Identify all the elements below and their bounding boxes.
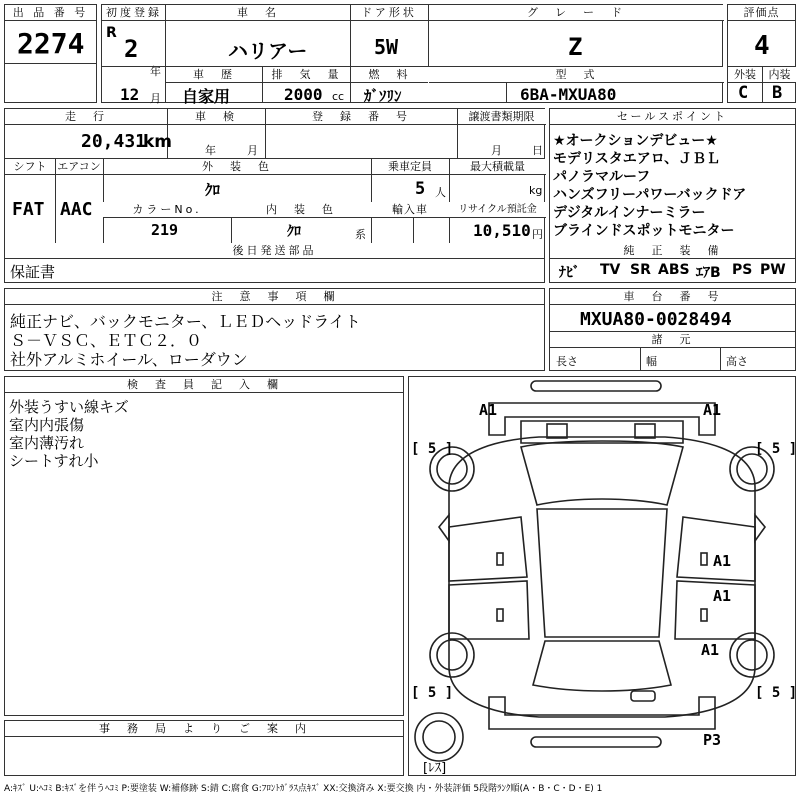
interior-color-unit: 系 — [355, 228, 366, 241]
body-color: ｸﾛ — [205, 181, 221, 199]
chassis-number: MXUA80-0028494 — [580, 309, 732, 330]
score: 4 — [754, 31, 770, 61]
equipment-abs: ABS — [658, 262, 690, 278]
width-label: 幅 — [646, 355, 657, 368]
length-label: 長さ — [556, 355, 578, 368]
reg-number-label: 登 録 番 号 — [265, 109, 457, 125]
mileage-unit: km — [143, 132, 173, 152]
mark-spare: [ﾚｽ] — [423, 761, 447, 776]
color-label: 外 装 色 — [103, 159, 371, 175]
load-label: 最大積載量 — [449, 159, 546, 175]
fuel: ｶﾞｿﾘﾝ — [364, 87, 402, 105]
insp-month-unit: 月 — [247, 144, 258, 157]
details-box — [4, 108, 545, 283]
later-parts: 保証書 — [10, 263, 56, 281]
vehicle-info-box — [101, 4, 723, 106]
recycle-label: リサイクル預託金 — [449, 202, 546, 218]
history: 自家用 — [182, 87, 231, 106]
inspector-box — [4, 376, 404, 716]
import-label: 輸入車 — [371, 202, 449, 218]
inspector-line: 外装うすい線キズ — [9, 398, 129, 416]
displacement-label: 排 気 量 — [263, 67, 350, 83]
notes-box — [4, 288, 545, 371]
car-name-label: 車 名 — [166, 5, 350, 21]
aircon: AAC — [60, 199, 93, 220]
model: 6BA-MXUA80 — [520, 85, 617, 104]
inspector-line: 室内内張傷 — [9, 416, 85, 434]
sales-point-item: パノラマルーフ — [553, 169, 651, 185]
mark-a1-right-door2: A1 — [713, 587, 732, 605]
sales-point-item: モデリスタエアロ、ＪＢＬ — [553, 151, 721, 167]
year-unit: 年 — [150, 65, 161, 78]
height-label: 高さ — [726, 355, 748, 368]
later-parts-label: 後日発送部品 — [5, 243, 544, 259]
specs-label: 諸 元 — [550, 332, 795, 348]
mark-a1-right-rear: A1 — [701, 641, 720, 659]
inspection-label: 車 検 — [167, 109, 265, 125]
score-box — [727, 4, 796, 103]
mileage: 20,431 — [81, 131, 147, 152]
equipment-ps: PS — [732, 262, 753, 278]
door-type: 5W — [374, 35, 399, 59]
mark-tire-fr: [ 5 ] — [755, 441, 798, 457]
exterior-grade: C — [738, 83, 749, 103]
capacity: 5 — [415, 179, 426, 199]
sales-point-item: ブラインドスポットモニター — [553, 223, 735, 239]
first-reg-label: 初度登録 — [102, 5, 166, 21]
lot-number-label: 出 品 番 号 — [5, 5, 96, 21]
sales-point-item: デジタルインナーミラー — [553, 205, 706, 221]
interior-color-label: 内 装 色 — [231, 202, 371, 218]
capacity-unit: 人 — [435, 186, 446, 199]
notes-line: Ｓ－ＶＳＣ、ＥＴＣ２．０ — [10, 331, 203, 350]
grade: Z — [568, 33, 583, 61]
transfer-month-unit: 月 — [491, 144, 502, 157]
car-diagram — [408, 376, 796, 776]
load-unit: kg — [529, 184, 543, 197]
office-box — [4, 720, 404, 776]
transfer-day-unit: 日 — [532, 144, 543, 157]
shift: FAT — [12, 199, 45, 220]
score-label: 評価点 — [728, 5, 795, 21]
shift-label: シフト — [5, 159, 55, 175]
displacement: 2000 — [284, 85, 323, 104]
mark-tire-rr: [ 5 ] — [755, 685, 798, 701]
mark-a1-right-door1: A1 — [713, 552, 732, 570]
equipment-pw: PW — [760, 262, 786, 278]
fuel-label: 燃 料 — [351, 67, 428, 83]
color-no: 219 — [151, 221, 179, 239]
office-label: 事 務 局 よ り ご 案 内 — [5, 721, 403, 737]
sales-points-label: セールスポイント — [550, 109, 795, 125]
inspector-label: 検 査 員 記 入 欄 — [5, 377, 403, 393]
interior-color: ｸﾛ — [287, 224, 301, 240]
notes-line: 純正ナビ、バックモニター、ＬＥＤヘッドライト — [10, 312, 361, 331]
equipment-navi: ﾅﾋﾞ — [559, 265, 580, 281]
sales-point-item: ★オークションデビュー★ — [553, 133, 718, 149]
lot-number-box — [4, 4, 97, 103]
exterior-label: 外装 — [728, 67, 762, 83]
reg-year: 2 — [124, 35, 139, 63]
history-label: 車 歴 — [166, 67, 262, 83]
sales-point-item: ハンズフリーパワーバックドア — [553, 187, 747, 203]
inspector-line: シートすれ小 — [9, 452, 99, 470]
interior-label: 内装 — [763, 67, 796, 83]
transfer-label: 譲渡書類期限 — [457, 109, 546, 125]
equipment-airbag: ｴｱB — [696, 265, 721, 281]
mileage-label: 走 行 — [5, 109, 167, 125]
equipment-tv: TV — [600, 262, 621, 278]
notes-label: 注 意 事 項 欄 — [5, 289, 544, 305]
chassis-label: 車 台 番 号 — [550, 289, 795, 305]
model-label: 型 式 — [429, 67, 724, 83]
month-unit: 月 — [150, 92, 161, 105]
era-mark: R — [106, 25, 117, 41]
interior-grade: B — [772, 83, 783, 103]
reg-month: 12 — [120, 85, 140, 104]
lot-number: 2274 — [17, 27, 85, 60]
capacity-label: 乗車定員 — [371, 159, 449, 175]
recycle-unit: 円 — [532, 228, 543, 241]
mark-tire-fl: [ 5 ] — [411, 441, 454, 457]
equipment-sr: SR — [630, 262, 651, 278]
mark-p3: P3 — [703, 731, 722, 749]
equipment-label: 純 正 装 備 — [550, 243, 795, 259]
car-name: ハリアー — [228, 39, 308, 63]
displacement-unit: cc — [332, 90, 345, 103]
inspector-line: 室内薄汚れ — [9, 434, 85, 452]
sales-points-box — [549, 108, 796, 283]
insp-year-unit: 年 — [205, 144, 216, 157]
mark-a1-front-right: A1 — [703, 401, 722, 419]
aircon-label: エアコン — [55, 159, 103, 175]
legend: A:ｷｽﾞ U:ﾍｺﾐ B:ｷｽﾞを伴うﾍｺﾐ P:要塗装 W:補修跡 S:錆 C:腐食 G:ﾌﾛﾝﾄｶﾞﾗｽ点ｷｽﾞ XX:交換済み X:要交換 内・外装評価 5段階ﾗﾝｸ順(A・B・C・D・E) 1 — [4, 784, 603, 794]
door-label: ドア形状 — [350, 5, 428, 21]
mark-a1-front-left: A1 — [479, 401, 498, 419]
recycle-amount: 10,510 — [473, 221, 531, 240]
chassis-box — [549, 288, 796, 371]
mark-tire-rl: [ 5 ] — [411, 685, 454, 701]
grade-label: グ レ ー ド — [428, 5, 724, 21]
car-outline — [409, 377, 798, 775]
notes-line: 社外アルミホイール、ローダウン — [10, 350, 248, 369]
color-no-label: カラーNo. — [103, 202, 231, 218]
